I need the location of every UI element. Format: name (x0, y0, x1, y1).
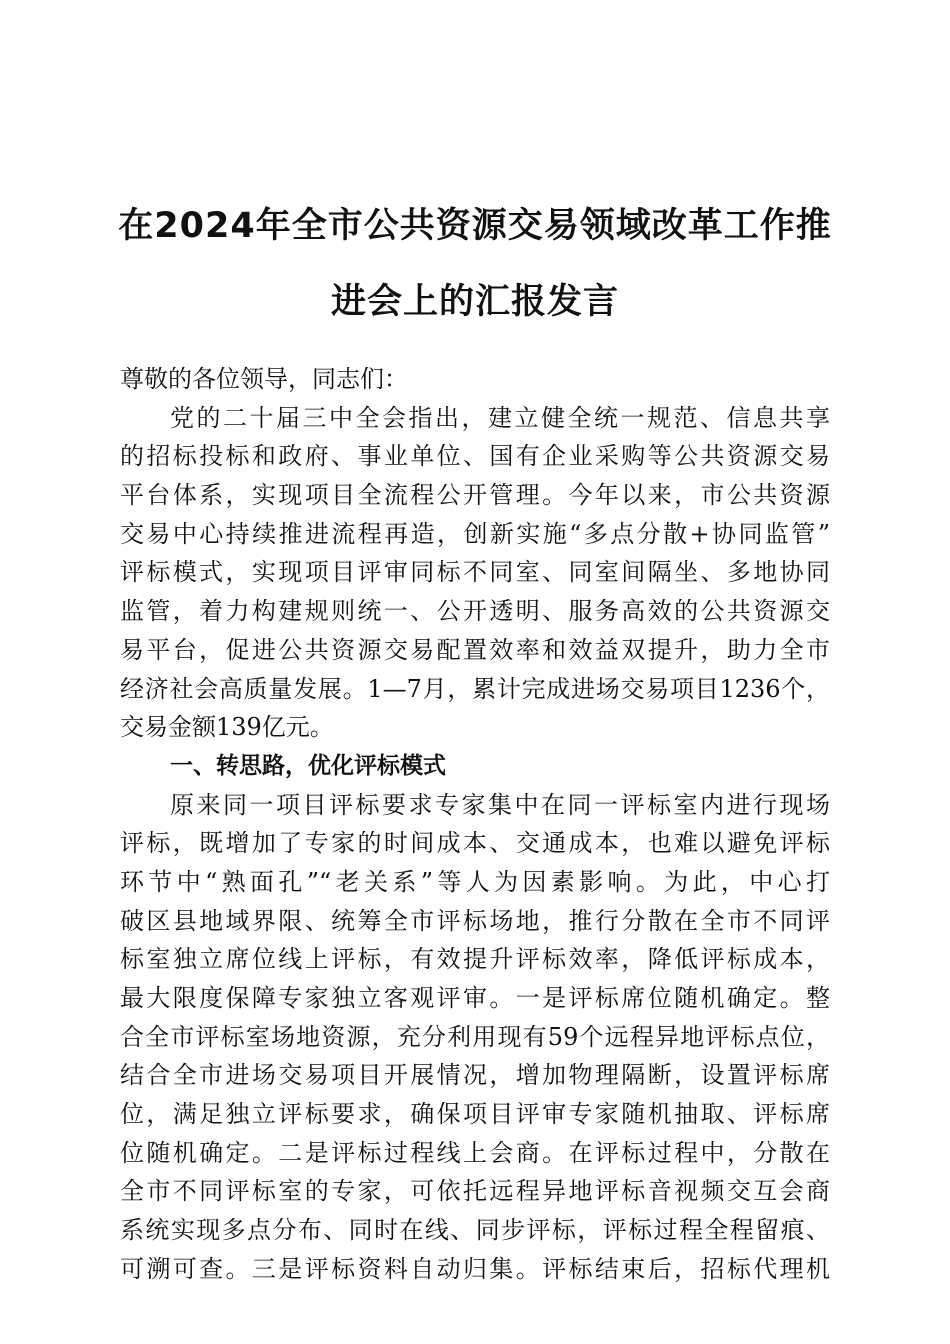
paragraph-2-line: 标室独立席位线上评标，有效提升评标效率，降低评标成本， (120, 945, 830, 974)
paragraph-1-line: 党的二十届三中全会指出，建立健全统一规范、信息共享 (170, 403, 830, 432)
paragraph-2-line: 可溯可查。三是评标资料自动归集。评标结束后，招标代理机 (120, 1254, 830, 1283)
paragraph-2-line: 破区县地域界限、统筹全市评标场地，推行分散在全市不同评 (120, 906, 830, 935)
paragraph-1-line: 易平台，促进公共资源交易配置效率和效益双提升，助力全市 (120, 635, 830, 664)
title-line-2: 进会上的汇报发言 (330, 282, 619, 322)
paragraph-2-line: 最大限度保障专家独立客观评审。一是评标席位随机确定。整 (120, 984, 830, 1012)
paragraph-2-line: 位随机确定。二是评标过程线上会商。在评标过程中，分散在 (120, 1138, 830, 1167)
paragraph-2-line: 系统实现多点分布、同时在线、同步评标，评标过程全程留痕、 (120, 1216, 830, 1245)
paragraph-1-line: 监管，着力构建规则统一、公开透明、服务高效的公共资源交 (120, 597, 830, 626)
paragraph-2-line: 合全市评标室场地资源，充分利用现有59个远程异地评标点位， (120, 1022, 830, 1051)
section-heading-1: 一、转思路，优化评标模式 (170, 752, 446, 779)
document-title (100, 188, 850, 340)
paragraph-2-line: 结合全市进场交易项目开展情况，增加物理隔断，设置评标席 (120, 1061, 830, 1090)
document-body (120, 360, 830, 1289)
paragraph-1-line: 评标模式，实现项目评审同标不同室、同室间隔坐、多地协同 (120, 558, 830, 587)
paragraph-2-line: 位，满足独立评标要求，确保项目评审专家随机抽取、评标席 (120, 1100, 830, 1129)
paragraph-1-line: 交易金额139亿元。 (120, 713, 334, 742)
paragraph-2-line: 环节中“熟面孔”“老关系”等人为因素影响。为此，中心打 (120, 867, 830, 896)
salutation: 尊敬的各位领导，同志们： (120, 365, 408, 393)
paragraph-2-line: 全市不同评标室的专家，可依托远程异地评标音视频交互会商 (120, 1177, 830, 1206)
paragraph-1-line: 经济社会高质量发展。1—7月，累计完成进场交易项目1236个， (120, 674, 830, 703)
title-line-1: 在2024年全市公共资源交易领域改革工作推 (118, 206, 832, 246)
paragraph-1-line: 的招标投标和政府、事业单位、国有企业采购等公共资源交易 (120, 442, 830, 471)
paragraph-2-line: 评标，既增加了专家的时间成本、交通成本，也难以避免评标 (120, 829, 830, 858)
paragraph-2-line: 原来同一项目评标要求专家集中在同一评标室内进行现场 (170, 790, 830, 819)
paragraph-1-line: 平台体系，实现项目全流程公开管理。今年以来，市公共资源 (120, 481, 830, 510)
paragraph-1-line: 交易中心持续推进流程再造，创新实施“多点分散+协同监管” (120, 519, 830, 548)
